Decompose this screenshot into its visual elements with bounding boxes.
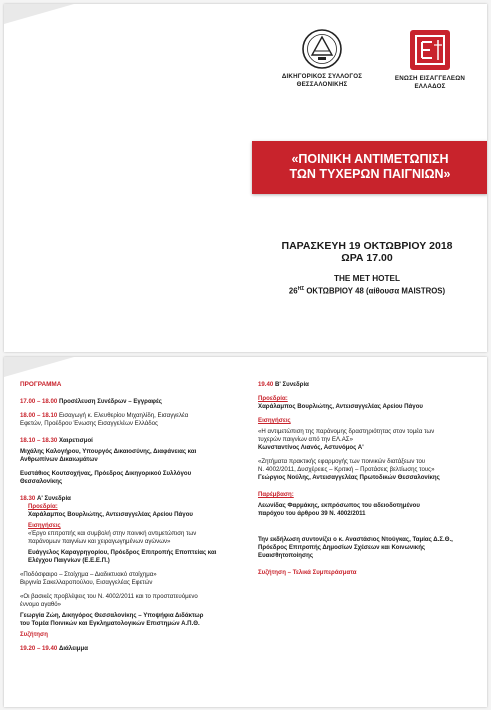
program-slot-introduction bbox=[20, 412, 245, 428]
program-left-column bbox=[20, 381, 245, 653]
slot-text: Διάλειμμα bbox=[58, 645, 88, 652]
slot-time: 18.10 – 18.30 bbox=[20, 437, 58, 444]
left-org-caption-line: ΔΙΚΗΓΟΡΙΚΟΣ ΣΥΛΛΟΓΟΣ bbox=[281, 73, 363, 80]
coordinator-note bbox=[258, 536, 483, 560]
event-title-banner bbox=[252, 141, 487, 194]
participation-text: παρόχου του άρθρου 39 Ν. 4002/2011 bbox=[258, 510, 366, 517]
event-venue: THE MET HOTEL bbox=[334, 274, 400, 283]
talk-speaker: Ευάγγελος Καραγρηγορίου, Πρόεδρος Επιτροπής Εποπτείας και bbox=[28, 549, 217, 556]
program-slot-registration bbox=[20, 398, 245, 406]
bar-association-seal-icon bbox=[301, 28, 343, 70]
program-page bbox=[4, 357, 487, 707]
event-title-line: «ΠΟΙΝΙΚΗ ΑΝΤΙΜΕΤΩΠΙΣΗ bbox=[291, 152, 449, 166]
talk-title: «Έργο επιτροπής και συμβολή στην ποινική αντιμετώπιση των bbox=[28, 530, 197, 537]
event-time: ΩΡΑ 17.00 bbox=[341, 252, 393, 264]
chair-label: Προεδρία: bbox=[28, 503, 58, 510]
talk-title: παράνομων παιγνίων και χειραγωγημένων αγώνων» bbox=[28, 538, 171, 545]
participation-label: Παρέμβαση: bbox=[258, 491, 294, 498]
decorative-corner-band bbox=[4, 357, 487, 377]
slot-time: 19.20 – 19.40 bbox=[20, 645, 58, 652]
invitation-cover bbox=[4, 4, 487, 352]
talk-title: έννομο αγαθό» bbox=[20, 601, 62, 608]
prosecutors-union-logo bbox=[370, 28, 487, 90]
talks-label: Εισηγήσεις bbox=[258, 417, 291, 424]
talks-label: Εισηγήσεις bbox=[28, 522, 61, 529]
talk-title: «Οι βασικές προβλέψεις του Ν. 4002/2011 και το προστατευόμενο bbox=[20, 593, 198, 600]
program-slot-break bbox=[20, 645, 245, 653]
coordinator-line: Ευαισθητοποίησης bbox=[258, 552, 314, 559]
slot-time: 18.00 – 18.10 bbox=[20, 412, 58, 419]
talk-title: τυχερών παιγνίων από την ΕΛ.ΑΣ» bbox=[258, 436, 353, 443]
talk-title: Ν. 4002/2011, Δυσχέρειες – Κριτική – Προτάσεις βελτίωσης τους» bbox=[258, 466, 435, 473]
coordinator-line: Την εκδήλωση συντονίζει ο κ. Αναστάσιος Ντούγκας, Ταμίας Δ.Σ.Θ., bbox=[258, 536, 453, 543]
talk-speaker: Κωνσταντίνος Λιανός, Αστυνόμος Α' bbox=[258, 444, 364, 451]
program-heading: ΠΡΟΓΡΑΜΜΑ bbox=[20, 381, 62, 388]
prosecutors-union-emblem-icon bbox=[408, 28, 452, 72]
event-date: ΠΑΡΑΣΚΕΥΗ 19 ΟΚΤΩΒΡΙΟΥ 2018 bbox=[281, 240, 453, 252]
participation-text: Λεωνίδας Φαρμάκης, εκπρόσωπος του αδειοδοτημένου bbox=[258, 502, 420, 509]
session-title: Α' Συνεδρία bbox=[36, 495, 71, 502]
talk-title: «Ποδόσφαιρο – Στοίχημα – Διαδικτυακό στοίχημα» bbox=[20, 571, 157, 578]
decorative-corner-band bbox=[4, 4, 487, 24]
speaker-line: Θεσσαλονίκης bbox=[20, 478, 63, 485]
slot-title: Χαιρετισμοί bbox=[58, 437, 93, 444]
talk-title: «Ζητήματα πρακτικής εφαρμογής των ποινικών διατάξεων του bbox=[258, 458, 426, 465]
event-title-line: ΤΩΝ ΤΥΧΕΡΩΝ ΠΑΙΓΝΙΩΝ» bbox=[289, 167, 451, 181]
address-number: 26 bbox=[288, 286, 298, 296]
left-org-caption-line: ΘΕΣΣΑΛΟΝΙΚΗΣ bbox=[296, 80, 348, 88]
speaker-line: Ανθρωπίνων Δικαιωμάτων bbox=[20, 456, 98, 463]
address-ordinal: ΗΣ bbox=[297, 286, 305, 292]
event-address bbox=[252, 286, 482, 296]
session-title: Β' Συνεδρία bbox=[274, 381, 309, 388]
chair-label: Προεδρία: bbox=[258, 395, 288, 402]
session-time: 19.40 bbox=[258, 381, 274, 388]
talk-speaker: Ελέγχου Παιγνίων (Ε.Ε.Ε.Π.) bbox=[28, 557, 110, 564]
talk-speaker: του Τομέα Ποινικών και Εγκληματολογικών Επιστημών Α.Π.Θ. bbox=[20, 620, 200, 627]
talk-speaker: Γεωργία Ζώη, Δικηγόρος Θεσσαλονίκης – Υποψήφια Διδάκτωρ bbox=[20, 612, 204, 619]
session-a bbox=[20, 495, 245, 639]
session-time: 18.30 bbox=[20, 495, 36, 502]
program-right-column bbox=[258, 381, 483, 577]
speaker-line: Ευστάθιος Κουτσοχήνας, Πρόεδρος Δικηγορικού Συλλόγου bbox=[20, 470, 192, 477]
slot-text: Προσέλευση Συνέδρων – Εγγραφές bbox=[58, 398, 162, 405]
talk-speaker: Βιργινία Σακελλαροπούλου, Εισαγγελέας Εφετών bbox=[20, 579, 153, 586]
session-b bbox=[258, 381, 483, 518]
right-org-caption-line: ΕΛΛΑΔΟΣ bbox=[414, 82, 446, 90]
program-slot-greetings bbox=[20, 437, 245, 486]
slot-text: Εισαγωγή κ. Ελευθερίου Μιχαηλίδη, Εισαγγελέα bbox=[58, 412, 189, 419]
discussion-label: Συζήτηση bbox=[20, 631, 48, 638]
address-rest: ΟΚΤΩΒΡΙΟΥ 48 (αίθουσα MAISTROS) bbox=[304, 286, 446, 296]
slot-text: Εφετών, Προέδρου Ένωσης Εισαγγελέων Ελλάδος bbox=[20, 420, 158, 427]
coordinator-line: Πρόεδρος Επιτροπής Δημοσίων Σχέσεων και Κοινωνικής bbox=[258, 544, 426, 551]
talk-speaker: Γεώργιος Νούλης, Αντεισαγγελέας Πρωτοδικών Θεσσαλονίκης bbox=[258, 474, 440, 481]
conclusion-label: Συζήτηση – Τελικά Συμπεράσματα bbox=[258, 569, 357, 576]
right-org-caption-line: ΕΝΩΣΗ ΕΙΣΑΓΓΕΛΕΩΝ bbox=[394, 75, 466, 82]
chair-name: Χαράλαμπος Βουρλιώτης, Αντεισαγγελέας Αρείου Πάγου bbox=[28, 511, 193, 518]
chair-name: Χαράλαμπος Βουρλιώτης, Αντεισαγγελέας Αρείου Πάγου bbox=[258, 403, 423, 410]
bar-association-logo bbox=[262, 28, 382, 88]
talk-title: «Η αντιμετώπιση της παράνομης δραστηριότητας στον τομέα των bbox=[258, 428, 435, 435]
slot-time: 17.00 – 18.00 bbox=[20, 398, 58, 405]
speaker-line: Μιχάλης Καλογήρου, Υπουργός Δικαιοσύνης, Διαφάνειας και bbox=[20, 448, 197, 455]
